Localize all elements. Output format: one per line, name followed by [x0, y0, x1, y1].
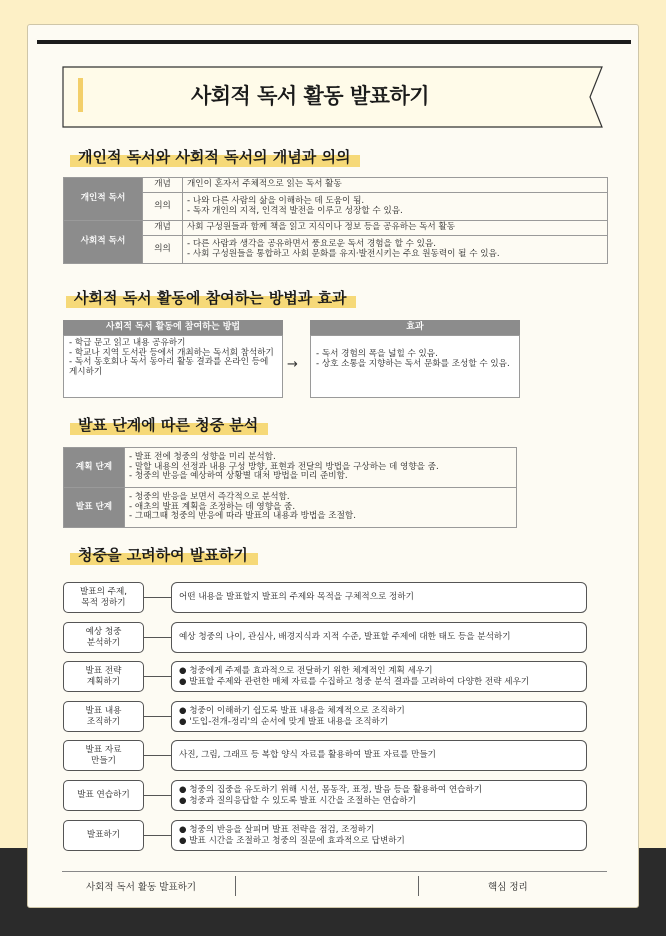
social-meaning-label: 의의: [143, 236, 183, 264]
present-stage-line: - 애초의 발표 계획을 조정하는 데 영향을 줌.: [129, 501, 296, 512]
section-heading-concept: 개인적 독서와 사회적 독서의 개념과 의의: [66, 146, 360, 167]
personal-meaning-line: - 독자 개인의 지적, 인격적 발전을 이루고 성장할 수 있음.: [187, 205, 403, 216]
step-description-line: 예상 청중의 나이, 관심사, 배경지식과 지적 수준, 발표할 주제에 대한 태도 등을 분석하기: [179, 632, 511, 643]
social-concept-text: 사회 구성원들과 함께 책을 읽고 지식이나 정보 등을 공유하는 독서 활동: [183, 221, 608, 236]
footer-divider: [235, 876, 236, 896]
step-label: 발표 자료 만들기: [63, 740, 144, 771]
plan-stage-text: [125, 448, 517, 488]
step-connector: [144, 755, 171, 756]
footer-title: 사회적 독서 활동 발표하기: [86, 882, 197, 893]
personal-concept-label: 개념: [143, 178, 183, 193]
present-stage-label: 발표 단계: [64, 488, 125, 528]
step-connector: [144, 597, 171, 598]
section-heading-methods: 사회적 독서 활동에 참여하는 방법과 효과: [62, 287, 356, 308]
personal-meaning-text: [183, 193, 608, 221]
social-meaning-text: [183, 236, 608, 264]
footer-rule: [62, 871, 607, 872]
social-meaning-line: - 사회 구성원들을 통합하고 사회 문화를 유지·발전시키는 주요 원동력이 될 수 있음.: [187, 248, 500, 259]
step-description: [171, 661, 587, 692]
personal-concept-text: 개인이 혼자서 주체적으로 읽는 독서 활동: [183, 178, 608, 193]
step-description-line: ● '도입-전개-정리'의 순서에 맞게 발표 내용을 조직하기: [179, 716, 389, 727]
step-description: [171, 780, 587, 811]
personal-meaning-label: 의의: [143, 193, 183, 221]
present-stage-text: [125, 488, 517, 528]
step-description-line: ● 청중에게 주제를 효과적으로 전달하기 위한 체계적인 계획 세우기: [179, 665, 433, 676]
social-concept-label: 개념: [143, 221, 183, 236]
step-description-line: ● 청중의 반응을 살피며 발표 전략을 점검, 조정하기: [179, 824, 375, 835]
step-connector: [144, 835, 171, 836]
arrow-icon: →: [287, 357, 298, 372]
top-rule: [37, 40, 631, 44]
step-connector: [144, 676, 171, 677]
step-label: 발표 전략 계획하기: [63, 661, 144, 692]
effect-item: - 상호 소통을 지향하는 독서 문화를 조성할 수 있음.: [316, 358, 510, 369]
personal-reading-label: 개인적 독서: [64, 178, 143, 221]
step-label: 발표의 주제, 목적 정하기: [63, 582, 144, 613]
audience-table: [63, 447, 517, 528]
step-label: 발표 내용 조직하기: [63, 701, 144, 732]
step-description-line: 사진, 그림, 그래프 등 복합 양식 자료를 활용하여 발표 자료를 만들기: [179, 750, 436, 761]
step-label: 발표하기: [63, 820, 144, 851]
step-label: 발표 연습하기: [63, 780, 144, 811]
step-description: [171, 622, 587, 653]
effects-header: 효과: [310, 320, 520, 335]
methods-body: [63, 335, 283, 398]
present-stage-line: - 청중의 반응을 보면서 즉각적으로 분석함.: [129, 492, 290, 503]
effects-body: [310, 335, 520, 398]
step-description: [171, 820, 587, 851]
step-description-line: ● 청중이 이해하기 쉽도록 발표 내용을 체계적으로 조직하기: [179, 705, 405, 716]
step-description: [171, 701, 587, 732]
method-item: - 학교나 지역 도서관 등에서 개최하는 독서회 참석하기: [69, 347, 274, 358]
methods-header: 사회적 독서 활동에 참여하는 방법: [63, 320, 283, 335]
step-description-line: ● 발표 시간을 조절하고 청중의 질문에 효과적으로 답변하기: [179, 835, 405, 846]
title-accent-bar: [78, 78, 83, 112]
plan-stage-label: 계획 단계: [64, 448, 125, 488]
step-description: [171, 582, 587, 613]
plan-stage-line: - 발표 전에 청중의 성향을 미리 분석함.: [129, 452, 276, 463]
page-title: 사회적 독서 활동 발표하기: [190, 84, 430, 108]
section-heading-presentation: 청중을 고려하여 발표하기: [66, 544, 258, 565]
step-description-line: ● 청중의 집중을 유도하기 위해 시선, 몸동작, 표정, 발음 등을 활용하여 연습하기: [179, 784, 483, 795]
step-connector: [144, 716, 171, 717]
effect-item: - 독서 경험의 폭을 넓힐 수 있음.: [316, 349, 438, 359]
social-reading-label: 사회적 독서: [64, 221, 143, 264]
section-heading-audience: 발표 단계에 따른 청중 분석: [66, 414, 268, 435]
personal-meaning-line: - 나와 다른 사람의 삶을 이해하는 데 도움이 됨.: [187, 195, 365, 206]
concept-table: [63, 177, 608, 264]
plan-stage-line: - 청중의 반응을 예상하여 상황별 대처 방법을 미리 준비함.: [129, 471, 348, 482]
step-description-line: 어떤 내용을 발표할지 발표의 주제와 목적을 구체적으로 정하기: [179, 592, 414, 603]
step-connector: [144, 637, 171, 638]
step-description-line: ● 청중과 질의응답할 수 있도록 발표 시간을 조절하는 연습하기: [179, 795, 416, 806]
step-description-line: ● 발표할 주제와 관련한 매체 자료를 수집하고 청중 분석 결과를 고려하여 다양한 전략 세우기: [179, 676, 530, 687]
footer-divider: [418, 876, 419, 896]
plan-stage-line: - 말할 내용의 선정과 내용 구성 방향, 표현과 전달의 방법을 구상하는 데 영향을 줌.: [129, 461, 439, 472]
footer-section-label: 핵심 정리: [488, 882, 528, 893]
method-item: - 독서 동호회나 독서 동아리 활동 결과를 온라인 등에 게시하기: [69, 357, 269, 378]
step-label: 예상 청중 분석하기: [63, 622, 144, 653]
social-meaning-line: - 다른 사람과 생각을 공유하면서 풍요로운 독서 경험을 할 수 있음.: [187, 238, 436, 249]
step-connector: [144, 795, 171, 796]
method-item: - 학급 문고 읽고 내용 공유하기: [69, 338, 186, 348]
step-description: [171, 740, 587, 771]
present-stage-line: - 그때그때 청중의 반응에 따라 발표의 내용과 방법을 조절함.: [129, 511, 356, 522]
